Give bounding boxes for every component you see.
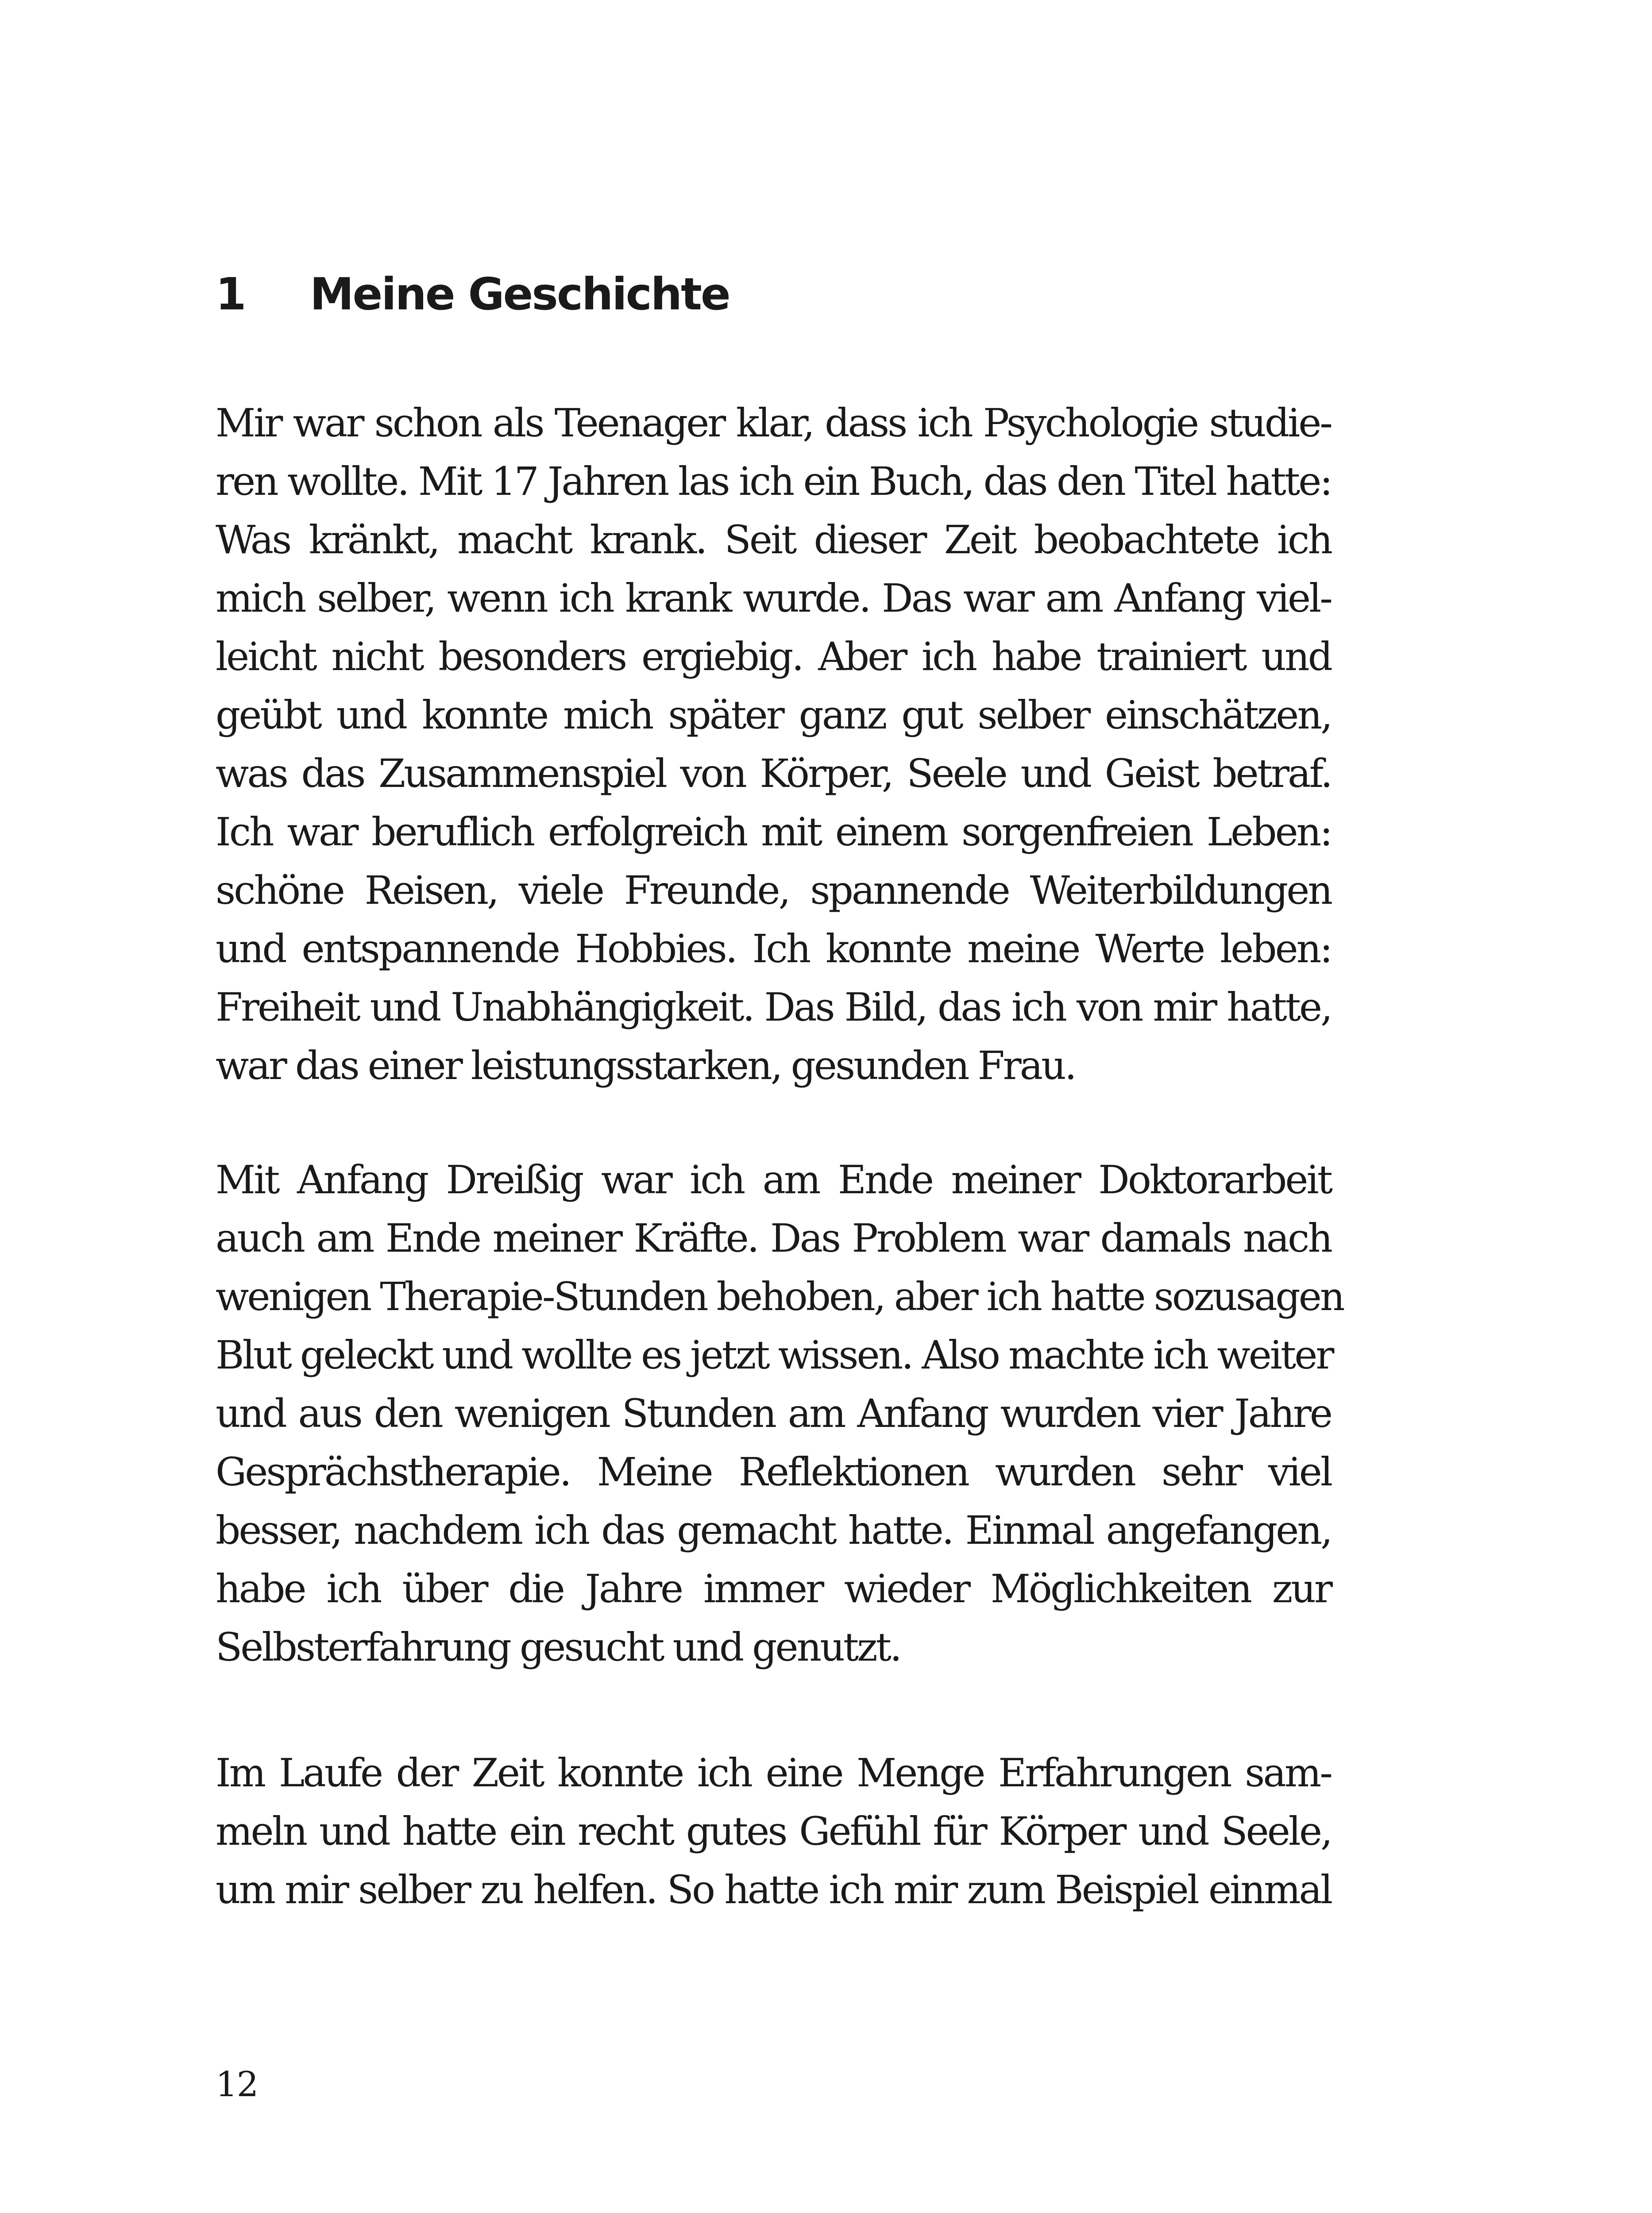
text-line: wenigen Therapie-Stunden behoben, aber ich hatte sozusagen bbox=[216, 1274, 1343, 1319]
paragraph-2 bbox=[216, 1151, 1343, 1677]
text-line: auch am Ende meiner Kräfte. Das Problem war damals nach bbox=[216, 1215, 1331, 1261]
chapter-heading bbox=[216, 261, 730, 328]
text-line: geübt und konnte mich später ganz gut selber einschätzen, bbox=[216, 692, 1331, 738]
text-line: was das Zusammenspiel von Körper, Seele und Geist betraf. bbox=[216, 751, 1331, 796]
text-line: und entspannende Hobbies. Ich konnte meine Werte leben: bbox=[216, 926, 1331, 972]
text-line: war das einer leistungsstarken, gesunden Frau. bbox=[216, 1043, 1075, 1088]
text-line: meln und hatte ein recht gutes Gefühl für Körper und Seele, bbox=[216, 1808, 1331, 1854]
text-line: Selbsterfahrung gesucht und genutzt. bbox=[216, 1624, 900, 1670]
text-line: Ich war beruflich erfolgreich mit einem sorgenfreien Leben: bbox=[216, 809, 1331, 855]
chapter-title: Meine Geschichte bbox=[310, 268, 730, 320]
text-line: Mir war schon als Teenager klar, dass ich Psychologie studie- bbox=[216, 400, 1331, 446]
chapter-number: 1 bbox=[216, 268, 245, 320]
paragraph-1 bbox=[216, 394, 1331, 1095]
text-line: besser, nachdem ich das gemacht hatte. Einmal angefangen, bbox=[216, 1507, 1331, 1553]
text-line: Freiheit und Unabhängigkeit. Das Bild, das ich von mir hatte, bbox=[216, 984, 1331, 1030]
text-line: Gesprächstherapie. Meine Reflektionen wurden sehr viel bbox=[216, 1449, 1331, 1495]
text-line: ren wollte. Mit 17 Jahren las ich ein Buch, das den Titel hatte: bbox=[216, 459, 1331, 504]
text-line: schöne Reisen, viele Freunde, spannende Weiterbildungen bbox=[216, 867, 1331, 913]
page-number: 12 bbox=[216, 2065, 258, 2105]
text-line: um mir selber zu helfen. So hatte ich mir zum Beispiel einmal bbox=[216, 1867, 1331, 1912]
text-line: habe ich über die Jahre immer wieder Möglichkeiten zur bbox=[216, 1566, 1331, 1612]
text-line: Blut geleckt und wollte es jetzt wissen. Also machte ich weiter bbox=[216, 1332, 1333, 1378]
text-line: Im Laufe der Zeit konnte ich eine Menge Erfahrungen sam- bbox=[216, 1750, 1331, 1796]
paragraph-3 bbox=[216, 1744, 1331, 1919]
text-line: und aus den wenigen Stunden am Anfang wurden vier Jahre bbox=[216, 1391, 1331, 1436]
text-line: leicht nicht besonders ergiebig. Aber ich habe trainiert und bbox=[216, 634, 1331, 679]
text-line: mich selber, wenn ich krank wurde. Das war am Anfang viel- bbox=[216, 575, 1331, 621]
text-line: Mit Anfang Dreißig war ich am Ende meiner Doktorarbeit bbox=[216, 1157, 1331, 1203]
text-line: Was kränkt, macht krank. Seit dieser Zeit beobachtete ich bbox=[216, 517, 1331, 563]
